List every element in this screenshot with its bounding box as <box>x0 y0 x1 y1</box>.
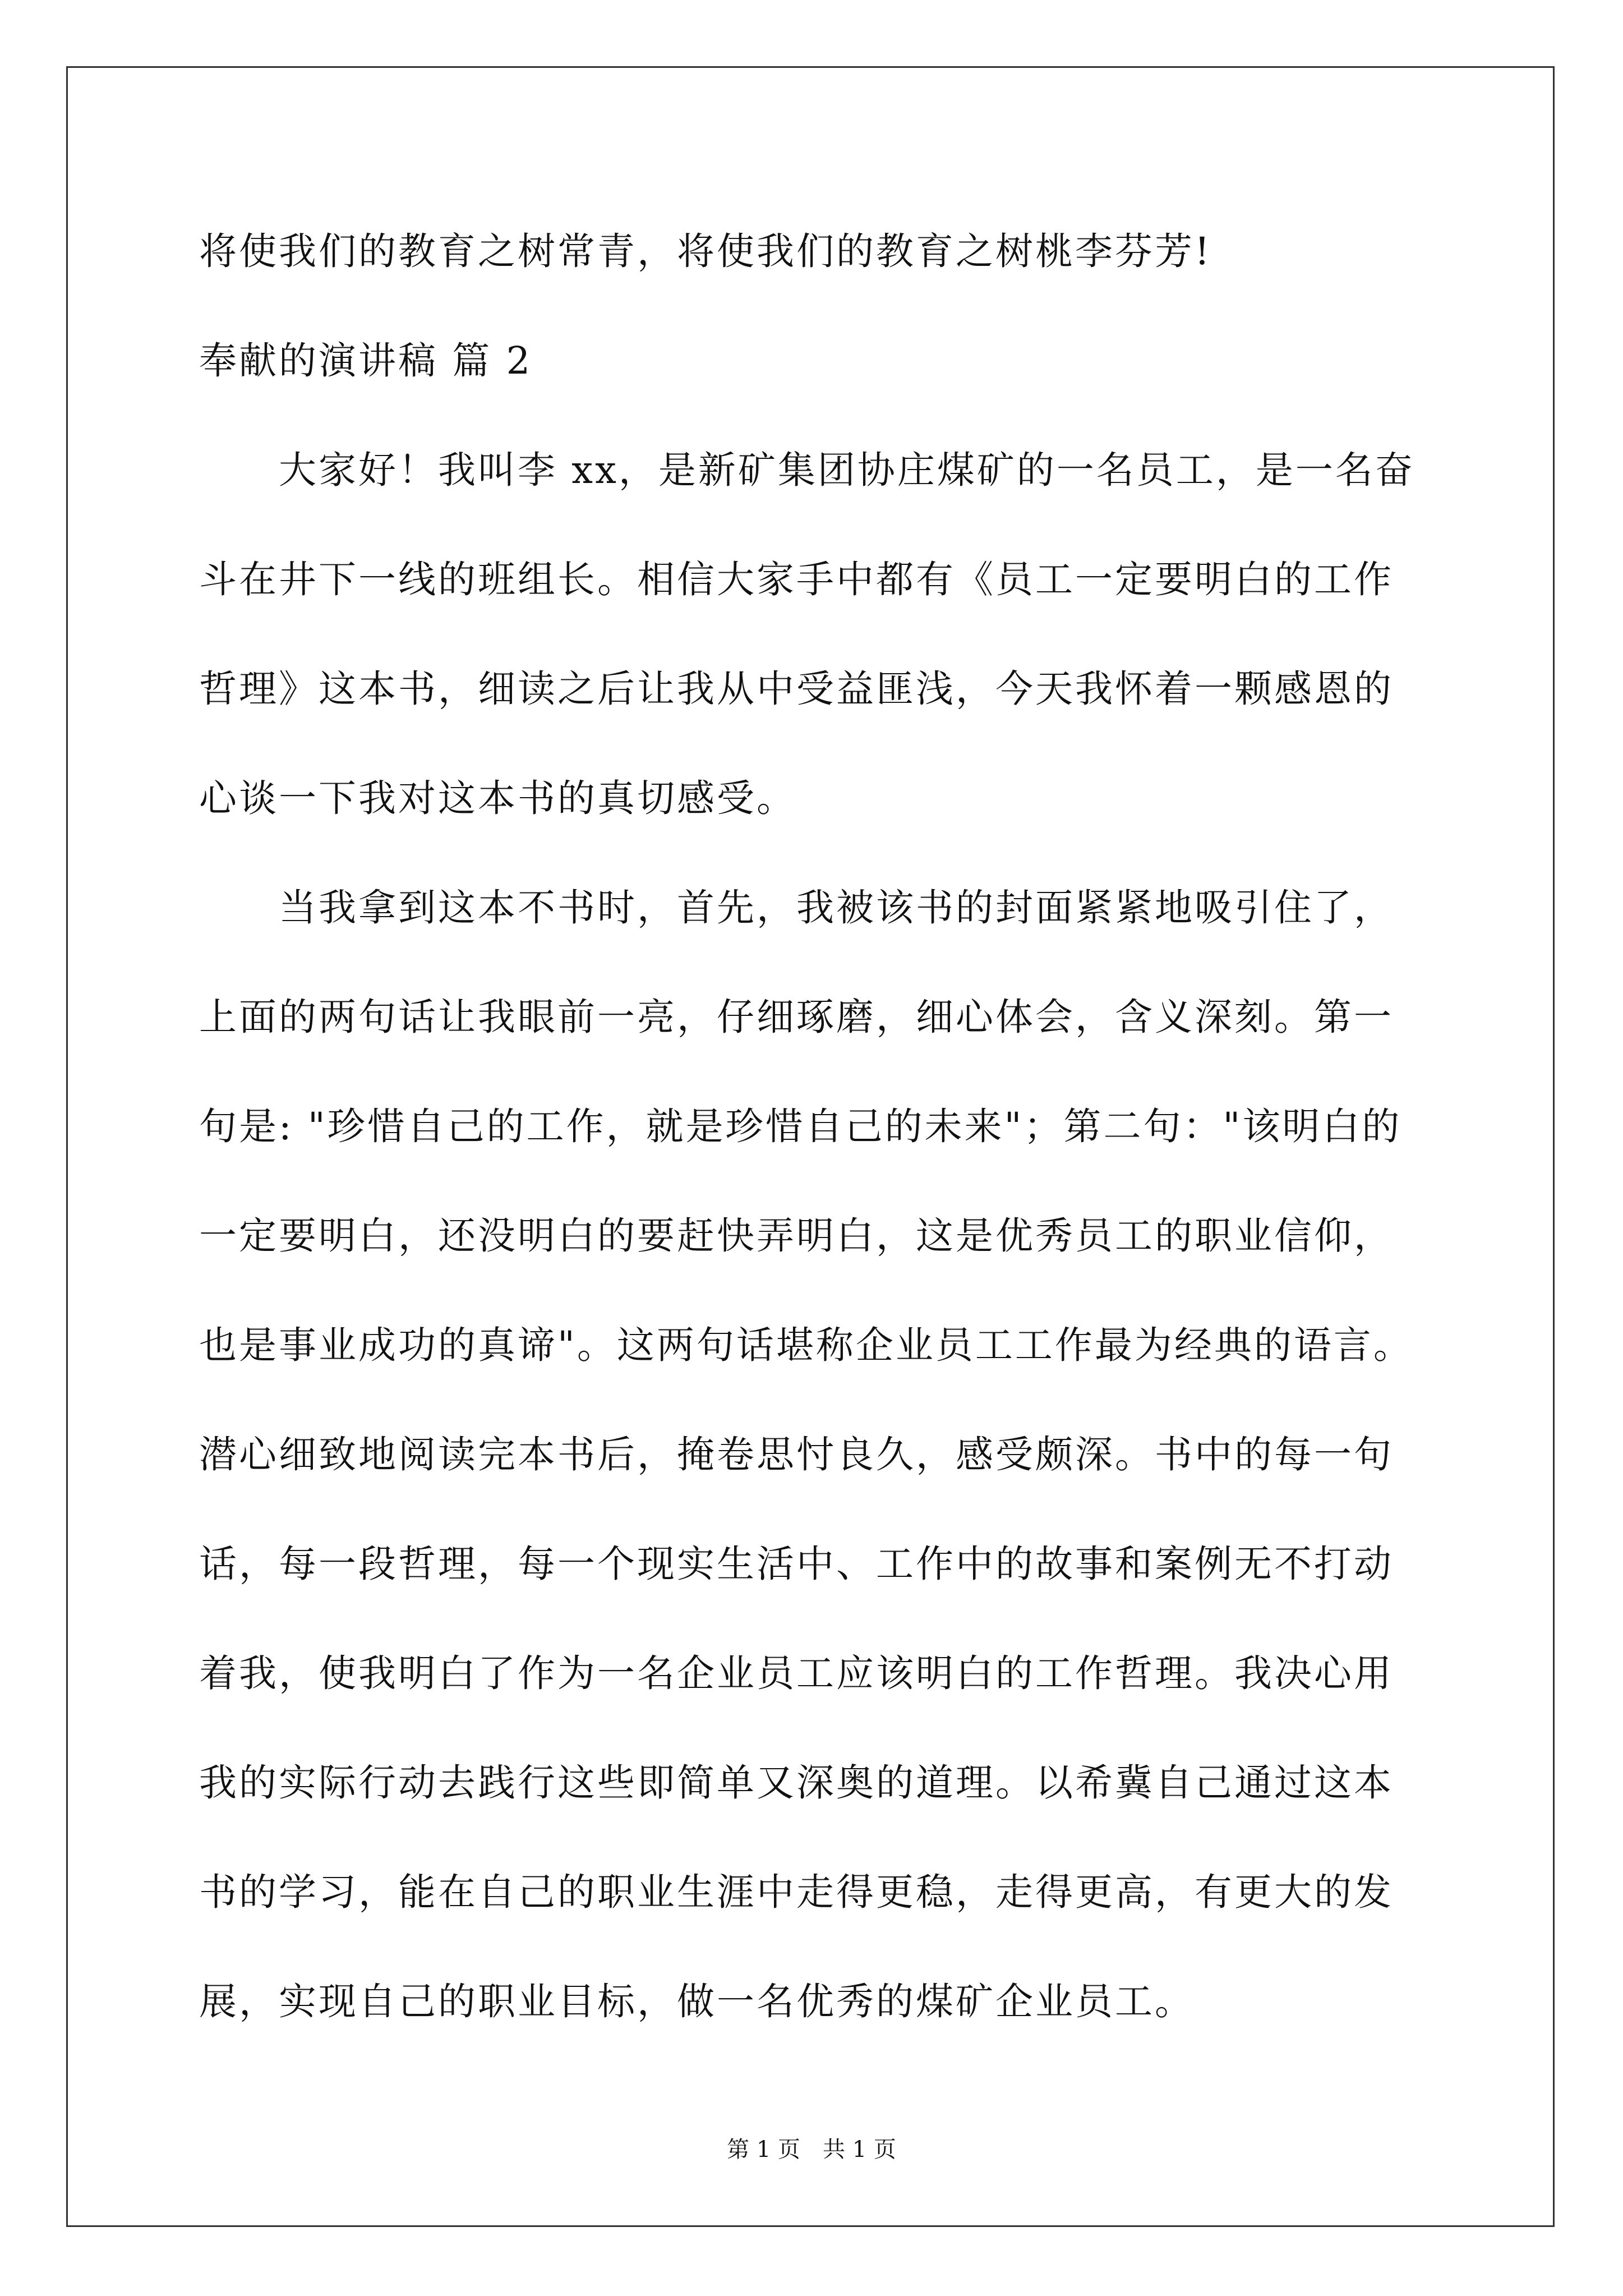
paragraph-line: 上面的两句话让我眼前一亮，仔细琢磨，细心体会，含义深刻。第一 <box>199 995 1394 1039</box>
paragraph-line: 书的学习，能在自己的职业生涯中走得更稳，走得更高，有更大的发 <box>199 1870 1394 1914</box>
paragraph-line: 大家好！我叫李 xx，是新矿集团协庄煤矿的一名员工，是一名奋 <box>199 448 1415 492</box>
paragraph-line: 潜心细致地阅读完本书后，掩卷思忖良久，感受颇深。书中的每一句 <box>199 1433 1394 1476</box>
paragraph-line: 斗在井下一线的班组长。相信大家手中都有《员工一定要明白的工作 <box>199 558 1394 601</box>
paragraph-line: 也是事业成功的真谛"。这两句话堪称企业员工工作最为经典的语言。 <box>199 1323 1413 1367</box>
page-number-footer: 第 1 页 共 1 页 <box>727 2137 896 2162</box>
section-heading: 奉献的演讲稿 篇 2 <box>199 339 533 383</box>
paragraph-line: 一定要明白，还没明白的要赶快弄明白，这是优秀员工的职业信仰， <box>199 1214 1394 1258</box>
text-line-closing: 将使我们的教育之树常青，将使我们的教育之树桃李芬芳! <box>199 229 1212 273</box>
paragraph-line: 句是: "珍惜自己的工作，就是珍惜自己的未来"；第二句："该明白的 <box>199 1105 1402 1148</box>
paragraph-line: 展，实现自己的职业目标，做一名优秀的煤矿企业员工。 <box>199 1980 1195 2023</box>
paragraph-line: 话，每一段哲理，每一个现实生活中、工作中的故事和案例无不打动 <box>199 1542 1394 1586</box>
paragraph-line: 我的实际行动去践行这些即简单又深奥的道理。以希冀自己通过这本 <box>199 1761 1394 1805</box>
paragraph-line: 当我拿到这本不书时，首先，我被该书的封面紧紧地吸引住了， <box>199 886 1394 930</box>
paragraph-line: 心谈一下我对这本书的真切感受。 <box>199 776 796 820</box>
paragraph-line: 哲理》这本书，细读之后让我从中受益匪浅，今天我怀着一颗感恩的 <box>199 667 1394 711</box>
paragraph-line: 着我，使我明白了作为一名企业员工应该明白的工作哲理。我决心用 <box>199 1651 1394 1695</box>
